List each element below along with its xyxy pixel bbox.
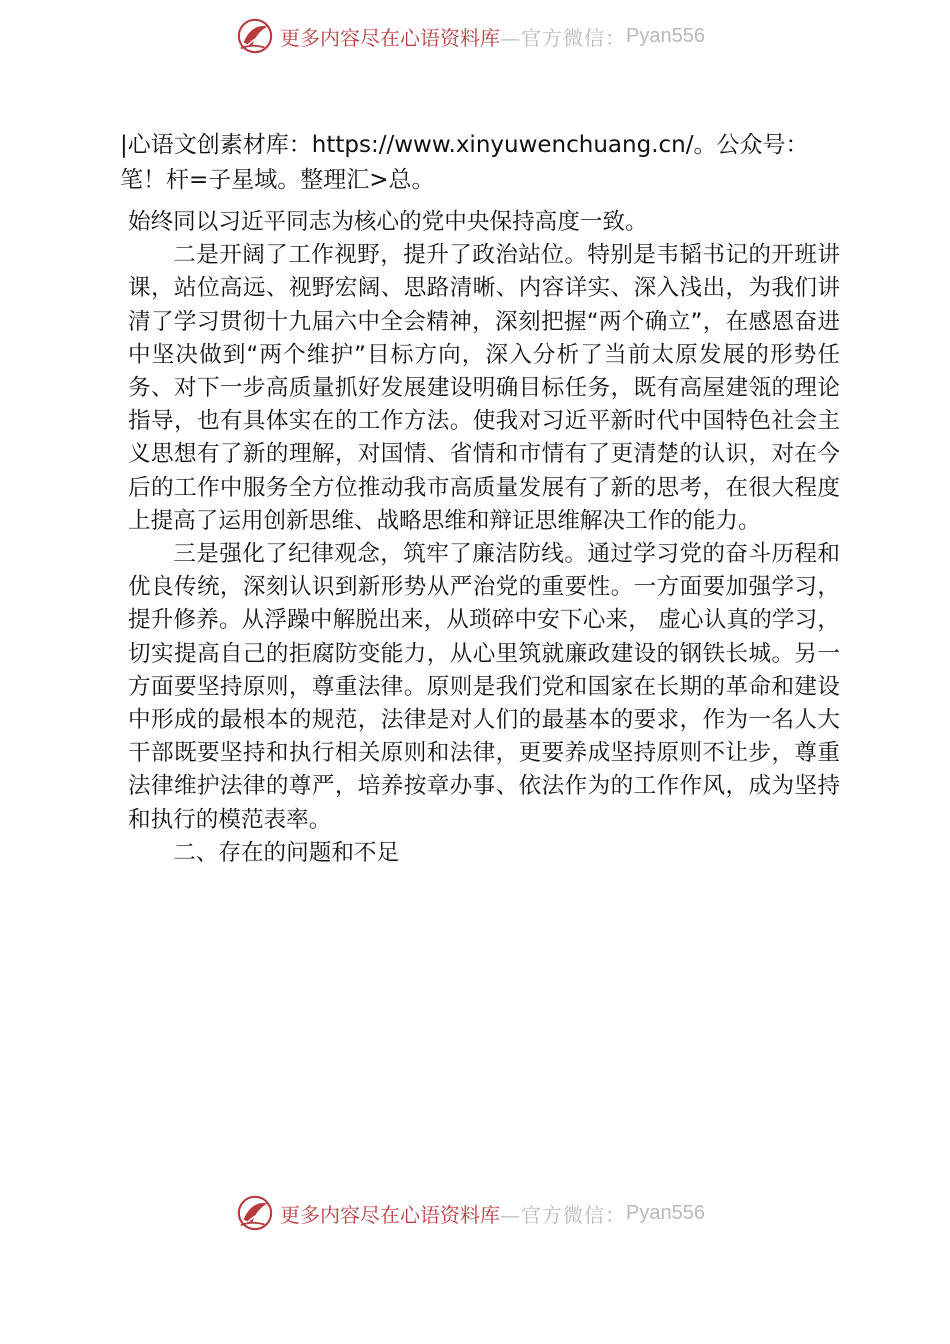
watermark-wechat-label: —官方微信： bbox=[500, 1202, 626, 1227]
footer-watermark bbox=[236, 1193, 705, 1233]
promo-line-2: 笔！杆=子星域。整理汇>总。 bbox=[120, 167, 435, 193]
section-heading-problems: 二、存在的问题和不足 bbox=[173, 839, 400, 866]
document-body bbox=[128, 206, 840, 870]
paragraph-point-two: 二是开阔了工作视野，提升了政治站位。特别是韦韬书记的开班讲课，站位高远、视野宏阔、思路清晰、内容详实、深入浅出，为我们讲清了学习贯彻十九届六中全会精神，深刻把握“两个确立”，在感恩奋进中坚决做到“两个维护”目标方向，深入分析了当前太原发展的形势任务、对下一步高质量抓好发展建设明确目标任务，既有高屋建瓴的理论指导，也有具体实在的工作方法。使我对习近平新时代中国特色社会主义思想有了新的理解，对国情、省情和市情有了更清楚的认识，对在今后的工作中服务全方位推动我市高质量发展有了新的思考，在很大程度上提高了运用创新思维、战略思维和辩证思维解决工作的能力。 bbox=[128, 242, 840, 534]
paragraph-continuation: 始终同以习近平同志为核心的党中央保持高度一致。 bbox=[128, 209, 648, 235]
xinyu-logo-icon bbox=[236, 17, 274, 55]
promo-block bbox=[120, 128, 860, 198]
watermark-wechat-id: Pyan556 bbox=[626, 1201, 705, 1224]
xinyu-logo-icon bbox=[236, 1194, 274, 1232]
watermark-wechat-id: Pyan556 bbox=[626, 24, 705, 47]
paragraph-point-three: 三是强化了纪律观念，筑牢了廉洁防线。通过学习党的奋斗历程和优良传统，深刻认识到新形势从严治党的重要性。一方面要加强学习，提升修养。从浮躁中解脱出来，从琐碎中安下心来， 虚心认真的学习，切实提高自己的拒腐防变能力，从心里筑就廉政建设的钢铁长城。另一方面要坚持原则，尊重法律。原则是我们党和国家在长期的革命和建设中形成的最根本的规范，法律是对人们的最基本的要求，作为一名人大干部既要坚持和执行相关原则和法律，更要养成坚持原则不让步，尊重法律维护法律的尊严，培养按章办事、依法作为的工作作风，成为坚持和执行的模范表率。 bbox=[128, 541, 840, 833]
header-watermark bbox=[236, 16, 705, 56]
watermark-text: 更多内容尽在心语资料库 bbox=[280, 1202, 500, 1227]
promo-line-1: |心语文创素材库：https://www.xinyuwenchuang.cn/。公众号： bbox=[120, 132, 809, 158]
watermark-text: 更多内容尽在心语资料库 bbox=[280, 25, 500, 50]
watermark-wechat-label: —官方微信： bbox=[500, 25, 626, 50]
